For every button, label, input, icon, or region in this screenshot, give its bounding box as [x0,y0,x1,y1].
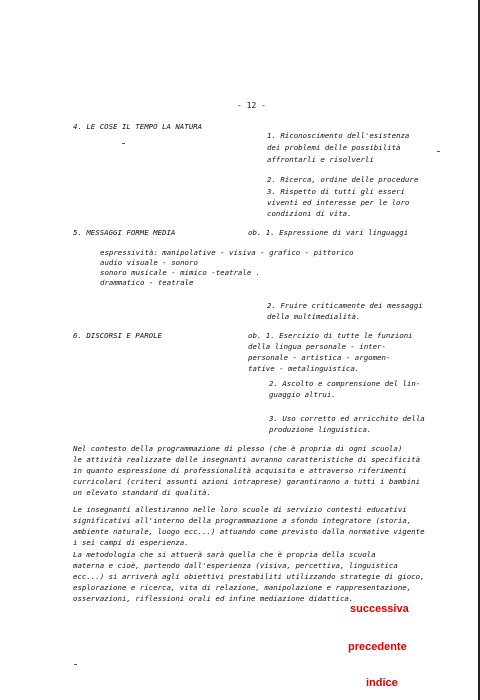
sec6-objective-1-line: tative - metalinguistica. [248,364,360,373]
previous-page-link[interactable]: precedente [348,641,407,653]
sec4-objective-3-line: viventi ed interesse per le loro [267,198,410,207]
section-5-title: 5. MESSAGGI FORME MEDIA [73,228,176,237]
sec6-objective-1-line: personale - artistica - argomen- [248,353,391,362]
sec4-objective-1-line: dei problemi delle possibilità [267,143,401,152]
scan-speck [74,664,77,665]
sec6-objective-1-line: ob. 1. Esercizio di tutte le funzioni [248,331,413,340]
paragraph-3-line: esplorazione e ricerca, vita di relazione, manipolazione e rappresentazione, [73,583,412,592]
sec5-objective-2-line: della multimedialità. [267,312,361,321]
page-number: - 12 - [237,101,266,110]
paragraph-1-line: in quanto espressione di professionalità acquisita e attraverso riferimenti [73,466,407,475]
sec6-objective-3-line: 3. Uso corretto ed arricchito della [269,414,425,423]
section-6-title: 6. DISCORSI E PAROLE [73,331,162,340]
sec4-objective-1-line: 1. Riconoscimento dell'esistenza [267,131,410,140]
paragraph-2-line: significativi all'interno della programmazione a sfondo integratore (storia, [73,516,412,525]
sec6-objective-1-line: della lingua personale - inter- [248,342,386,351]
paragraph-3-line: La metodologia che si attuerà sarà quella che è propria della scuola [73,550,376,559]
paragraph-2-line: i sei campi di esperienza. [73,538,189,547]
paragraph-2-line: Le insegnanti allestiranno nelle loro scuole di servizio contesti educativi [73,505,407,514]
scan-speck [122,143,125,144]
section-4-title: 4. LE COSE IL TEMPO LA NATURA [73,122,203,131]
sec4-objective-2-line: 2. Ricerca, ordine delle procedure [267,175,419,184]
index-link[interactable]: indice [366,677,398,689]
sec5-expressivity-line: audio visuale - sonoro [100,258,198,267]
paragraph-2-line: ambiente naturale, luogo ecc...) attuando come previsto dalla normative vigente [73,527,425,536]
paragraph-1-line: Nel contesto della programmazione di plesso (che è propria di ogni scuola) [73,444,403,453]
sec4-objective-3-line: condizioni di vita. [267,209,352,218]
sec5-expressivity-line: drammatico - teatrale [100,278,194,287]
sec5-objective-1: ob. 1. Espressione di vari linguaggi [248,228,409,237]
paragraph-1-line: un elevato standard di qualità. [73,488,211,497]
next-page-link[interactable]: successiva [350,603,409,615]
sec4-objective-3-line: 3. Rispetto di tutti gli esseri [267,187,405,196]
sec5-expressivity-line: sonoro musicale - mimico -teatrale . [100,268,261,277]
scan-speck [437,151,440,152]
sec6-objective-2-line: 2. Ascolto e comprensione del lin- [269,379,421,388]
paragraph-3-line: materna e cioè, partendo dall'esperienza (visiva, percettiva, linguistica [73,561,398,570]
sec5-objective-2-line: 2. Fruire criticamente dei messaggi [267,301,423,310]
sec5-expressivity-line: espressività: manipolative - visiva - grafico - pittorico [100,248,354,257]
paragraph-3-line: ecc...) si arriverà agli obiettivi prestabiliti utilizzando strategie di gioco, [73,572,425,581]
sec4-objective-1-line: affrontarli e risolverli [267,155,374,164]
paragraph-3-line: osservazioni, riflessioni orali ed infine mediazione didattica. [73,594,354,603]
paragraph-1-line: curricolari (criteri assunti azioni intraprese) garantiranno a tutti i bambini [73,477,421,486]
sec6-objective-3-line: produzione linguistica. [269,425,372,434]
paragraph-1-line: le attività realizzate dalle insegnanti avranno caratteristiche di specificità [73,455,421,464]
sec6-objective-2-line: guaggio altrui. [269,390,336,399]
